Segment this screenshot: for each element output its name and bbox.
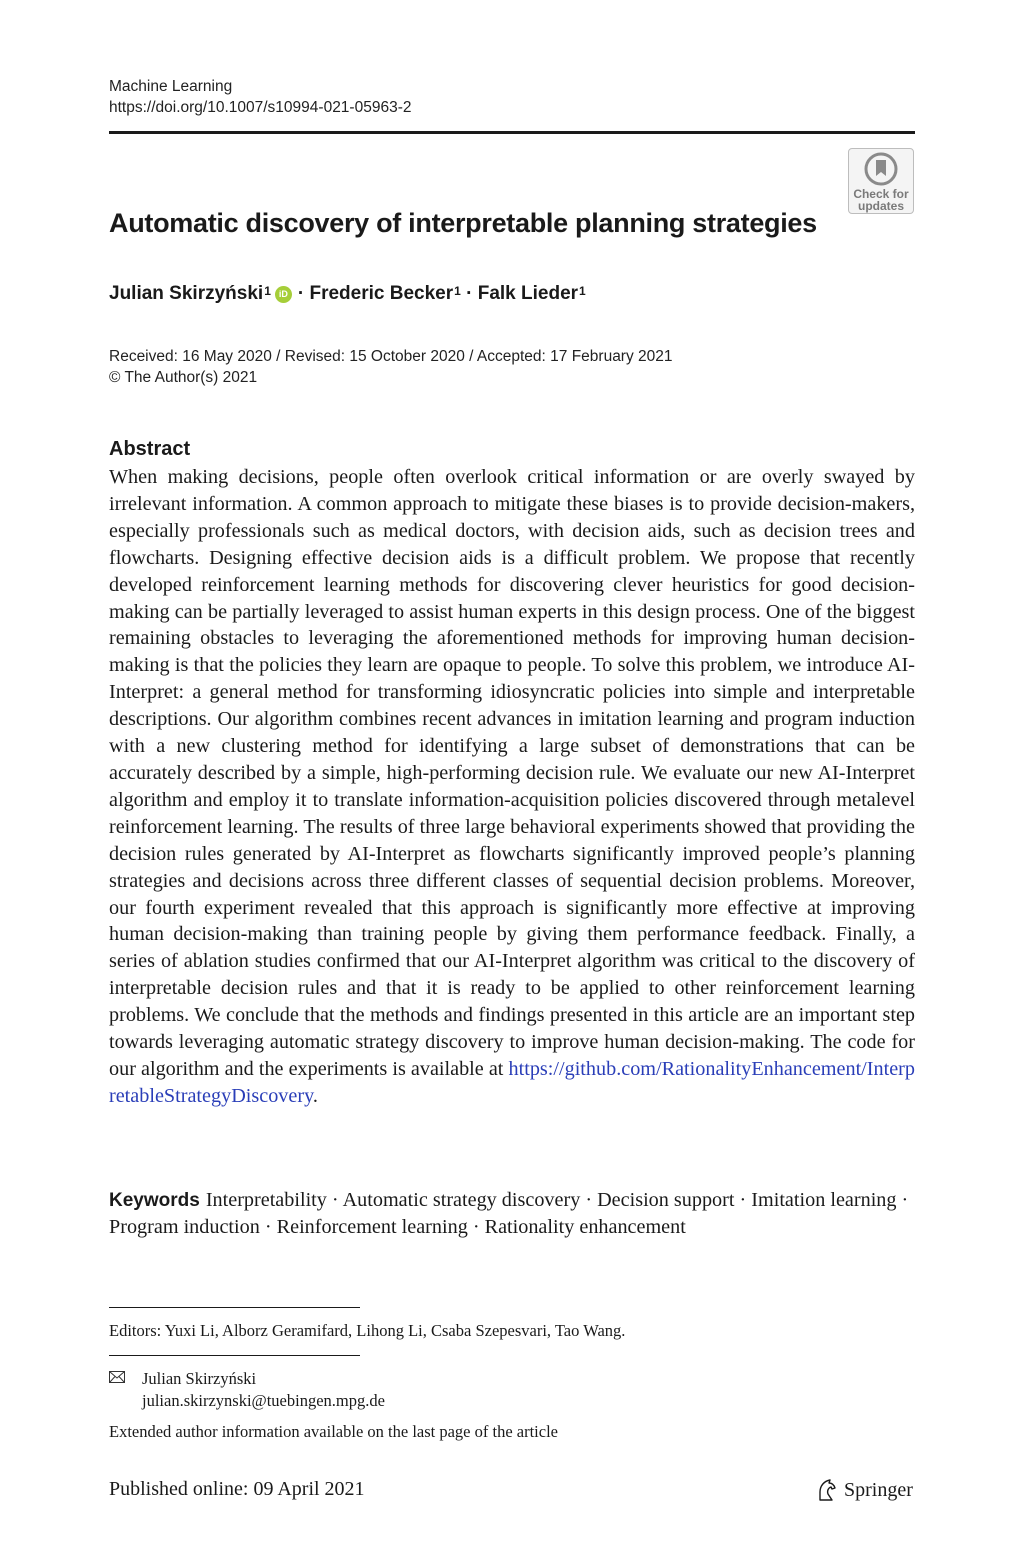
corresponding-name: Julian Skirzyński [142, 1369, 257, 1388]
author-name[interactable]: Frederic Becker [309, 283, 454, 304]
paper-title: Automatic discovery of interpretable planning strategies [109, 208, 817, 238]
extended-author-info: Extended author information available on the last page of the article [109, 1422, 558, 1441]
journal-header [109, 76, 411, 118]
footnote-rule [109, 1355, 360, 1356]
copyright: © The Author(s) 2021 [109, 369, 258, 386]
code-repository-link[interactable]: https://github.com/RationalityEnhancement/InterpretableStrategyDiscovery [109, 1057, 915, 1107]
author-name[interactable]: Julian Skirzyński [109, 283, 264, 304]
author-separator: · [466, 283, 473, 304]
springer-horse-icon [816, 1478, 838, 1502]
badge-line1: Check for [853, 187, 909, 201]
abstract-heading: Abstract [109, 438, 191, 460]
abstract-text [109, 464, 915, 1110]
envelope-icon [109, 1371, 125, 1383]
doi-link[interactable]: https://doi.org/10.1007/s10994-021-05963-2 [109, 99, 412, 116]
author-list [109, 283, 586, 305]
author-affiliation: 1 [264, 284, 271, 298]
orcid-icon[interactable]: iD [275, 286, 292, 303]
keywords-list: Interpretability · Automatic strategy discovery · Decision support · Imitation learning · Program induction · Reinforcement learning · Rationality enhancement [109, 1189, 909, 1238]
date-history: Received: 16 May 2020 / Revised: 15 October 2020 / Accepted: 17 February 2021 [109, 348, 673, 365]
author-name[interactable]: Falk Lieder [477, 283, 579, 304]
author-affiliation: 1 [579, 284, 586, 298]
check-for-updates-badge[interactable] [848, 148, 914, 214]
badge-line2: updates [857, 199, 904, 213]
abstract-paragraph: When making decisions, people often overlook critical information or are overly swayed by irrelevant information. A common approach to mitigate these biases is to provide decision-makers, especially professionals such as medical doctors, with decision aids, such as decision trees and flowcharts. Designing effective decision aids is a difficult problem. We propose that recently developed reinforcement learning methods for discovering clever heuristics for good decision-making can be partially leveraged to assist human experts in this design process. One of the biggest remaining obstacles to leveraging the aforementioned methods for improving human decision-making is that the policies they learn are opaque to people. To solve this problem, we introduce AI-Interpret: a general method for transforming idiosyncratic policies into simple and interpretable descriptions. Our algorithm combines recent advances in imitation learning and program induction with a new clustering method for identifying a large subset of demonstrations that can be accurately described by a simple, high-performing decision rule. We evaluate our new AI-Interpret algorithm and employ it to translate information-acquisition policies discovered through metalevel reinforcement learning. The results of three large behavioral experiments showed that providing the decision rules generated by AI-Interpret as flowcharts significantly improved people’s planning strategies and decisions across three different classes of sequential decision problems. Moreover, our fourth experiment revealed that this approach is significantly more effective at improving human decision-making than training people by giving them performance feedback. Finally, a series of ablation studies confirmed that our AI-Interpret algorithm was critical to the discovery of interpretable decision rules and that it is ready to be applied to other reinforcement learning problems. We conclude that the methods and findings presented in this article are an important step towards leveraging automatic strategy discovery to improve human decision-making. The code for our algorithm and the experiments is available at [109, 466, 915, 1080]
keywords-label: Keywords [109, 1190, 200, 1211]
article-dates [109, 346, 673, 388]
publisher-logo[interactable] [816, 1478, 913, 1502]
check-for-updates-icon [864, 152, 898, 186]
publisher-name: Springer [844, 1478, 913, 1501]
journal-name: Machine Learning [109, 78, 233, 95]
keywords [109, 1187, 915, 1241]
author-separator: · [297, 283, 305, 304]
published-date: Published online: 09 April 2021 [109, 1478, 365, 1500]
footnote-rule [109, 1307, 360, 1308]
editors-note: Editors: Yuxi Li, Alborz Geramifard, Lihong Li, Csaba Szepesvari, Tao Wang. [109, 1321, 626, 1340]
author-affiliation: 1 [454, 284, 461, 298]
abstract-trailing: . [312, 1084, 318, 1107]
corresponding-email[interactable]: julian.skirzynski@tuebingen.mpg.de [142, 1391, 385, 1410]
corresponding-author [109, 1368, 385, 1412]
header-rule [109, 131, 915, 134]
